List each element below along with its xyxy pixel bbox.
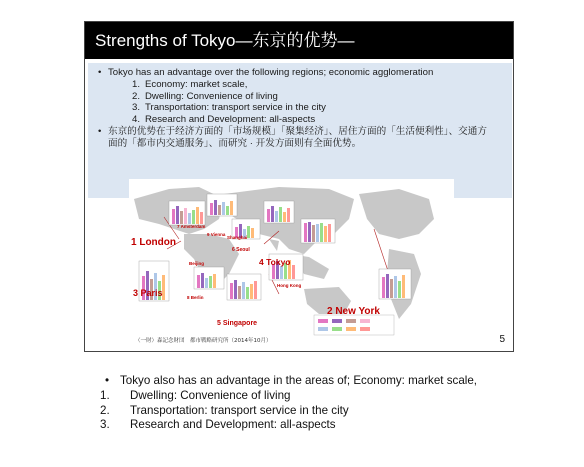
speaker-notes xyxy=(100,374,478,433)
list-item: 2. Dwelling: Convenience of living xyxy=(132,90,278,102)
chart-panel-seoul xyxy=(264,201,294,223)
map-source-credit: （一財）森記念財団 都市戦略研究所（2014年10月） xyxy=(135,338,272,344)
label-london: 1 London xyxy=(131,237,176,248)
list-item: 1. Dwelling: Convenience of living xyxy=(100,388,291,402)
label-berlin: 8 Berlin xyxy=(187,295,204,300)
chart-panel-berlin xyxy=(194,267,224,289)
chart-panel-tokyo xyxy=(301,219,335,243)
slide xyxy=(84,21,514,352)
slide-title: Strengths of Tokyo—东京的优势— xyxy=(85,22,513,59)
label-paris: 3 Paris xyxy=(133,288,163,298)
label-shanghai: Shanghai xyxy=(227,235,248,240)
list-item: 3. Research and Development: all-aspects xyxy=(100,418,336,432)
bullet-chinese-cont: 面的「都市内交通服务」、而研究 · 开发方面则有全面优势。 xyxy=(108,137,362,149)
world-map-figure xyxy=(129,179,454,347)
list-item: 1. Economy: market scale, xyxy=(132,78,248,90)
label-amsterdam: 7 Amsterdam xyxy=(177,224,206,229)
label-hong-kong: Hong Kong xyxy=(277,283,302,288)
chart-panel-london xyxy=(169,201,205,225)
label-singapore: 5 Singapore xyxy=(217,320,258,327)
notes-bullet: • Tokyo also has an advantage in the areas of; Economy: market scale, xyxy=(105,374,477,389)
chart-panel-singapore xyxy=(227,274,261,300)
map-legend xyxy=(314,315,394,335)
list-item: 4. Research and Development: all-aspects xyxy=(132,114,316,126)
label-tokyo: 4 Tokyo xyxy=(259,257,291,267)
chart-panel-amsterdam xyxy=(207,194,237,216)
page-number: 5 xyxy=(499,334,505,345)
bullet-tokyo-advantage: • Tokyo has an advantage over the following regions; economic agglomeration xyxy=(98,67,504,79)
chart-panel-new-york xyxy=(379,269,411,299)
list-item: 3. Transportation: transport service in the city xyxy=(132,102,326,114)
label-vienna: 9 Vienna xyxy=(207,232,226,237)
label-beijing: Beijing xyxy=(189,261,205,266)
list-item: 2. Transportation: transport service in the city xyxy=(100,403,349,417)
bullet-chinese: • 东京的优势在于经济方面的「市场规模」「聚集经济」、居住方面的「生活便利性」、交通方 xyxy=(98,126,504,138)
label-new-york: 2 New York xyxy=(327,306,380,317)
label-seoul: 6 Seoul xyxy=(232,247,250,253)
slide-bullet-box xyxy=(88,63,512,198)
